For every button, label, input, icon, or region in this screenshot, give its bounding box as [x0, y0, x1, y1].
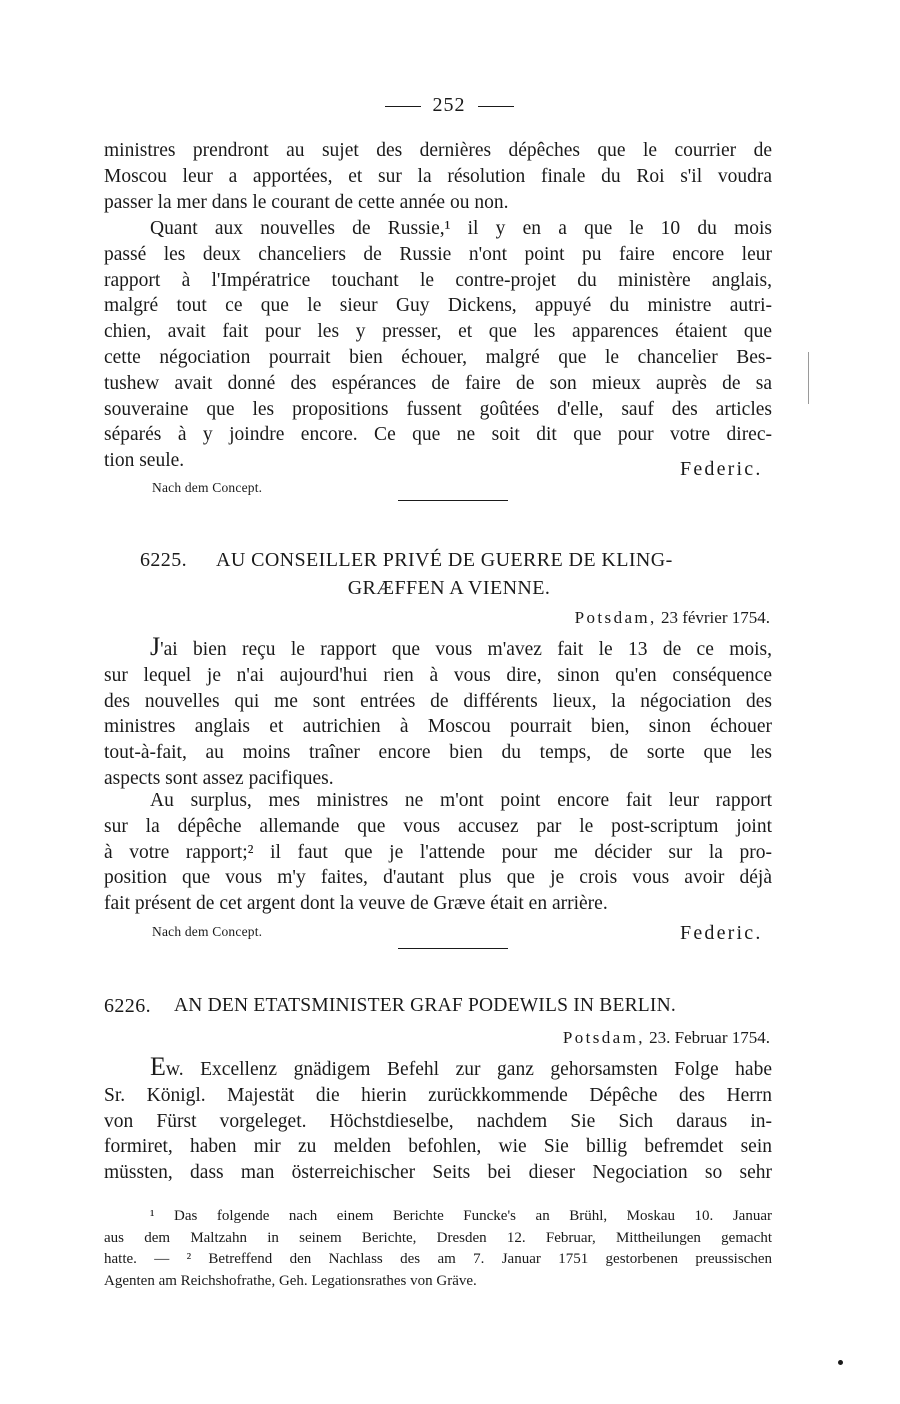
paragraph-letter-body: [104, 634, 772, 792]
footnotes: [104, 1206, 772, 1292]
text-line: tout-à-fait, au moins traîner encore bien du temps, de sorte que les: [104, 742, 772, 764]
dateline-date: 23 février 1754.: [660, 608, 770, 627]
text-line: ministres prendront au sujet des dernières dépêches que le courrier de: [104, 140, 772, 161]
text-line: aspects sont assez pacifiques.: [104, 767, 334, 789]
dash-right: [478, 106, 514, 107]
paragraph-russia-news: [104, 216, 772, 474]
text-line: sur la dépêche allemande que vous accusez par le post-scriptum joint: [104, 815, 772, 837]
scan-speck: [838, 1360, 843, 1365]
continuation-paragraph: [104, 138, 772, 215]
paragraph-letter-body-2: [104, 788, 772, 917]
letter-number: 6225.: [140, 549, 187, 571]
text-line: müssten, dass man österreichischer Seits bei dieser Negociation so sehr: [104, 1162, 772, 1184]
text-line: souveraine que les propositions fussent goûtées d'elle, sauf des articles: [104, 398, 772, 420]
heading-line: GRÆFFEN A VIENNE.: [347, 577, 551, 599]
initial-letter: J: [150, 632, 161, 661]
footnote-line: ¹ Das folgende nach einem Berichte Funcke's an Brühl, Moskau 10. Januar: [150, 1208, 772, 1224]
text-line: rapport à l'Impératrice touchant le contre-projet du ministère anglais,: [104, 269, 772, 291]
text-line: des nouvelles qui me sont entrées de différents lieux, la négociation des: [104, 690, 772, 712]
page-number-text: 252: [432, 94, 466, 116]
document-page: [104, 0, 794, 1404]
dateline-place: Potsdam,: [562, 1028, 645, 1047]
text-line: passé les deux chanceliers de Russie n'ont point pu faire encore leur: [104, 243, 772, 265]
initial-letter: E: [150, 1052, 166, 1081]
footnote-line: Agenten am Reichshofrathe, Geh. Legationsrathes von Gräve.: [104, 1272, 477, 1289]
text-line: Sr. Königl. Majestät die hierin zurückkommende Dépêche des Herrn: [104, 1084, 772, 1106]
source-note: Nach dem Concept.: [152, 480, 263, 495]
text-line: sur lequel je n'ai aujourd'hui rien à vous dire, sinon qu'en conséquence: [104, 664, 772, 686]
text-line: malgré tout ce que le sieur Guy Dickens, appuyé du ministre autri-: [104, 295, 772, 317]
text-fragment: w. Excellenz gnädigem Befehl zur ganz gehorsamsten Folge habe: [165, 1059, 772, 1080]
text-line: position que vous m'y faites, d'autant plus que je crois vous avoir déjà: [104, 867, 772, 889]
letter-number: 6226.: [104, 995, 151, 1017]
dateline: [563, 1028, 770, 1048]
dateline: [575, 608, 770, 628]
text-line: [104, 634, 772, 663]
text-line: chien, avait fait pour les y presser, et que les apparences étaient que: [104, 321, 772, 343]
text-line: tushew avait donné des espérances de faire de son mieux auprès de sa: [104, 372, 772, 394]
text-line: tion seule.: [104, 450, 185, 472]
section-divider: [398, 948, 508, 949]
text-line: von Fürst vorgeleget. Höchstdieselbe, nachdem Sie Sich daraus in-: [104, 1110, 772, 1132]
text-line: Moscou leur a apportées, et sur la résolution finale du Roi s'il voudra: [104, 165, 772, 187]
paragraph-letter-body-3: [104, 1054, 772, 1186]
scan-margin-mark: [808, 352, 809, 404]
text-line: [104, 1054, 772, 1083]
section-divider: [398, 500, 508, 501]
footnote-line: hatte. — ² Betreffend den Nachlass des am 7. Januar 1751 gestorbenen preussischen: [104, 1251, 772, 1267]
text-line: passer la mer dans le courant de cette année ou non.: [104, 191, 509, 213]
heading-line: AN DEN ETATSMINISTER GRAF PODEWILS IN BERLIN.: [174, 995, 676, 1016]
text-line: à votre rapport;² il faut que je l'attende pour me décider sur la pro-: [104, 841, 772, 863]
text-line: fait présent de cet argent dont la veuve de Græve était en arrière.: [104, 893, 608, 915]
text-line: ministres anglais et autrichien à Moscou pourrait bien, sinon échouer: [104, 716, 772, 738]
text-fragment: 'ai bien reçu le rapport que vous m'avez fait le 13 de ce mois,: [160, 639, 772, 660]
dateline-date: 23. Februar 1754.: [649, 1028, 770, 1047]
signature: Federic.: [680, 458, 763, 480]
dash-left: [385, 106, 421, 107]
text-line: Au surplus, mes ministres ne m'ont point encore fait leur rapport: [150, 790, 772, 811]
text-line: séparés à y joindre encore. Ce que ne soit dit que pour votre direc-: [104, 424, 772, 446]
page-number: [104, 94, 794, 117]
source-note: Nach dem Concept.: [152, 924, 263, 939]
heading-line: AU CONSEILLER PRIVÉ DE GUERRE DE KLING-: [216, 549, 673, 571]
dateline-place: Potsdam,: [574, 608, 657, 627]
text-line: Quant aux nouvelles de Russie,¹ il y en a que le 10 du mois: [150, 218, 772, 239]
text-line: cette négociation pourrait bien échouer, malgré que le chancelier Bes-: [104, 346, 772, 368]
text-line: formiret, haben mir zu melden befohlen, wie Sie billig befremdet sein: [104, 1136, 772, 1158]
signature: Federic.: [680, 922, 763, 944]
footnote-line: aus dem Maltzahn in seinem Berichte, Dresden 12. Februar, Mittheilungen gemacht: [104, 1229, 772, 1246]
